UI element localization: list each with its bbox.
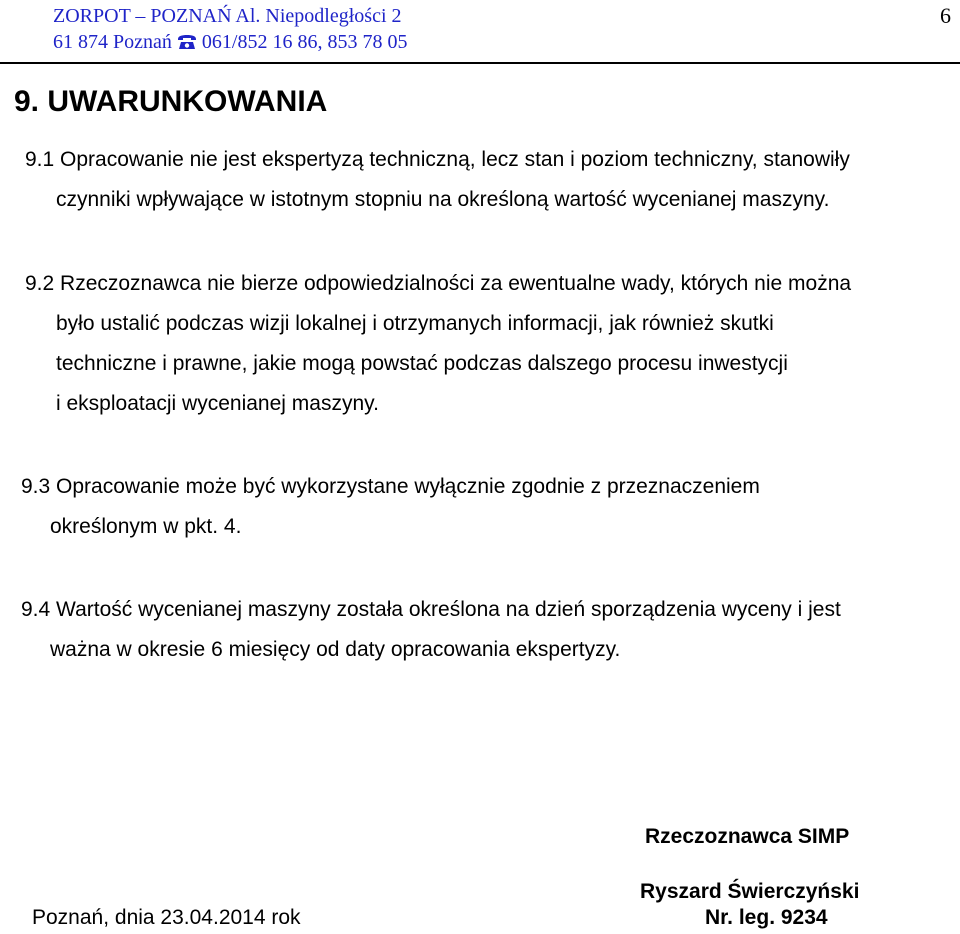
signature-name: Ryszard Świerczyński — [640, 880, 860, 903]
header-contact — [53, 30, 407, 54]
page-number: 6 — [940, 3, 951, 28]
section-title: 9. UWARUNKOWANIA — [14, 85, 328, 118]
paragraph-line: było ustalić podczas wizji lokalnej i otrzymanych informacji, jak również skutki — [56, 312, 774, 335]
telephone-icon — [176, 32, 198, 48]
signature-registration: Nr. leg. 9234 — [705, 906, 828, 929]
header-phone-numbers: 061/852 16 86, 853 78 05 — [201, 31, 408, 53]
paragraph-9-2 — [25, 264, 851, 424]
paragraph-9-1 — [25, 140, 850, 220]
paragraph-line: określonym w pkt. 4. — [50, 515, 242, 538]
place-and-date: Poznań, dnia 23.04.2014 rok — [32, 906, 301, 929]
signature-title: Rzeczoznawca SIMP — [645, 825, 850, 848]
header-city: 61 874 Poznań — [53, 31, 172, 53]
header-divider — [0, 62, 960, 64]
paragraph-line: 9.2 Rzeczoznawca nie bierze odpowiedzialności za ewentualne wady, których nie można — [25, 272, 852, 295]
paragraph-line: i eksploatacji wycenianej maszyny. — [56, 392, 379, 415]
paragraph-line: 9.1 Opracowanie nie jest ekspertyzą techniczną, lecz stan i poziom techniczny, stanowiły — [25, 148, 850, 171]
header-address: ZORPOT – POZNAŃ Al. Niepodległości 2 — [53, 5, 402, 27]
paragraph-line: 9.3 Opracowanie może być wykorzystane wyłącznie zgodnie z przeznaczeniem — [21, 475, 760, 498]
page-header — [0, 0, 960, 64]
paragraph-line: techniczne i prawne, jakie mogą powstać podczas dalszego procesu inwestycji — [56, 352, 788, 375]
paragraph-line: 9.4 Wartość wycenianej maszyny została określona na dzień sporządzenia wyceny i jest — [21, 598, 841, 621]
paragraph-9-4 — [21, 590, 841, 670]
paragraph-9-3 — [21, 467, 760, 547]
paragraph-line: czynniki wpływające w istotnym stopniu na określoną wartość wycenianej maszyny. — [56, 188, 830, 211]
paragraph-line: ważna w okresie 6 miesięcy od daty opracowania ekspertyzy. — [50, 638, 621, 661]
